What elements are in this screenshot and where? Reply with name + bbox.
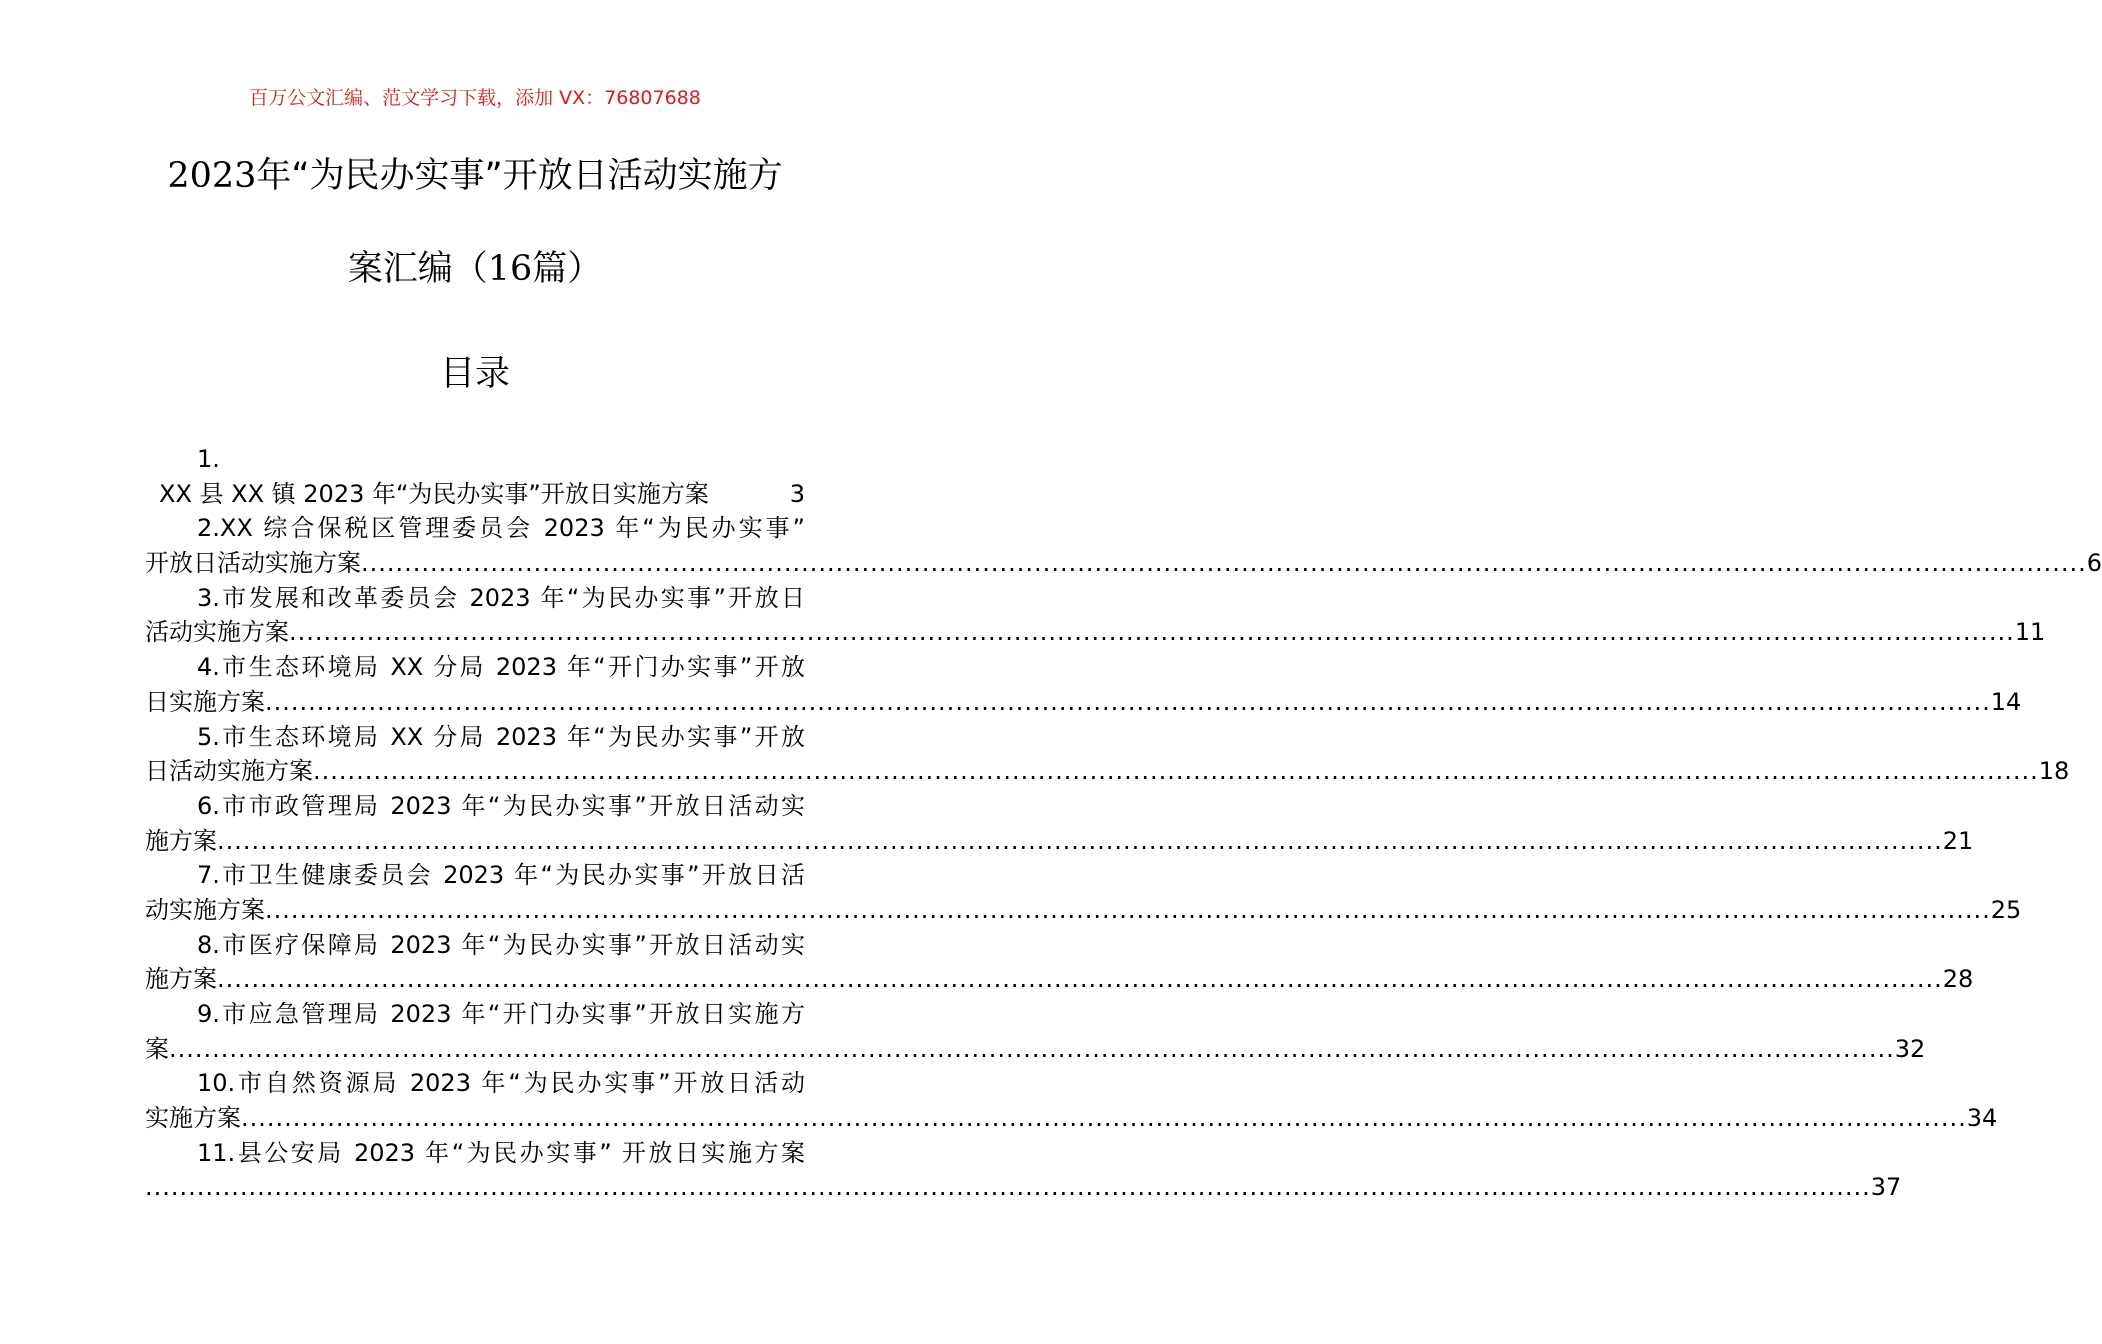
toc-page-number: 21 bbox=[1942, 826, 1974, 855]
title-count: 16 bbox=[487, 249, 533, 289]
toc-entry-1-line-2[interactable] bbox=[145, 477, 805, 512]
table-of-contents bbox=[145, 442, 2102, 1205]
toc-entry-2-line-2[interactable] bbox=[145, 546, 2102, 581]
toc-page-number: 25 bbox=[1990, 895, 2022, 924]
toc-entry-1-line-1[interactable]: 1. bbox=[197, 445, 220, 473]
toc-page-number: 14 bbox=[1990, 687, 2022, 716]
toc-leader-dots: ........................................................................................................................................................................................................ bbox=[313, 757, 2039, 786]
toc-leader-dots: ........................................................................................................................................................................................................ bbox=[265, 895, 1991, 924]
toc-entry-title: 活动实施方案 bbox=[145, 618, 289, 647]
toc-page-number: 37 bbox=[1870, 1173, 1902, 1202]
toc-leader-dots: ........................................................................................................................................................................................................ bbox=[241, 1104, 1967, 1133]
toc-entry-2-line-1[interactable]: 2.XX 综合保税区管理委员会 2023 年“为民办实事” bbox=[197, 514, 805, 543]
title-line-2-text-a: 案汇编（ bbox=[347, 249, 488, 289]
toc-leader-dots: ........................................................................................................................................................................................................ bbox=[361, 549, 2087, 578]
toc-entry-11-line-2[interactable] bbox=[145, 1170, 1902, 1205]
toc-entry-8-line-2[interactable] bbox=[145, 962, 1974, 997]
title-line-1-text: 年“为民办实事”开放日活动实施方 bbox=[256, 156, 783, 196]
toc-entry-5-line-2[interactable] bbox=[145, 754, 2070, 789]
toc-page-number: 3 bbox=[789, 479, 805, 508]
toc-entry-4-line-1[interactable]: 4.市生态环境局 XX 分局 2023 年“开门办实事”开放 bbox=[197, 653, 805, 682]
toc-entry-3-line-1[interactable]: 3.市发展和改革委员会 2023 年“为民办实事”开放日 bbox=[197, 583, 805, 612]
toc-entry-9-line-2[interactable] bbox=[145, 1032, 1926, 1067]
toc-entry-title: 实施方案 bbox=[145, 1104, 241, 1133]
toc-leader-dots: ........................................................................................................................................................................................................ bbox=[217, 965, 1943, 994]
toc-entry-title: 日活动实施方案 bbox=[145, 757, 313, 786]
toc-entry-7-line-2[interactable] bbox=[145, 893, 2022, 928]
toc-leader-dots: ........................................................................................................................................................................................................ bbox=[145, 1173, 1871, 1202]
title-year: 2023 bbox=[167, 156, 257, 196]
toc-entry-10-line-2[interactable] bbox=[145, 1101, 1998, 1136]
title-line-2-text-b: 篇） bbox=[532, 249, 603, 289]
toc-entry-6-line-2[interactable] bbox=[145, 824, 1974, 859]
toc-page-number: 34 bbox=[1966, 1104, 1998, 1133]
toc-entry-7-line-1[interactable]: 7.市卫生健康委员会 2023 年“为民办实事”开放日活 bbox=[197, 861, 805, 890]
toc-entry-title: 日实施方案 bbox=[145, 687, 265, 716]
document-title-line-1 bbox=[60, 152, 890, 200]
toc-page-number: 18 bbox=[2038, 757, 2070, 786]
toc-entry-10-line-1[interactable]: 10.市自然资源局 2023 年“为民办实事”开放日活动 bbox=[197, 1069, 805, 1098]
toc-entry-8-line-1[interactable]: 8.市医疗保障局 2023 年“为民办实事”开放日活动实 bbox=[197, 930, 805, 959]
toc-entry-title: XX 县 XX 镇 2023 年“为民办实事”开放日实施方案 bbox=[159, 479, 709, 508]
toc-entry-4-line-2[interactable] bbox=[145, 685, 2022, 720]
toc-entry-title: 开放日活动实施方案 bbox=[145, 549, 361, 578]
toc-page-number: 11 bbox=[2014, 618, 2046, 647]
toc-entry-title: 施方案 bbox=[145, 826, 217, 855]
toc-page-number: 6 bbox=[2086, 549, 2102, 578]
toc-page-number: 32 bbox=[1894, 1034, 1926, 1063]
toc-entry-6-line-1[interactable]: 6.市市政管理局 2023 年“为民办实事”开放日活动实 bbox=[197, 791, 805, 820]
toc-leader-dots: ........................................................................................................................................................................................................ bbox=[169, 1034, 1895, 1063]
toc-heading: 目录 bbox=[439, 354, 510, 394]
document-title-line-2 bbox=[60, 245, 890, 293]
toc-entry-11-line-1[interactable]: 11.县公安局 2023 年“为民办实事” 开放日实施方案 bbox=[197, 1138, 805, 1167]
toc-leader-dots: ........................................................................................................................................................................................................ bbox=[217, 826, 1943, 855]
toc-leader-dots: ........................................................................................................................................................................................................ bbox=[289, 618, 2015, 647]
toc-entry-3-line-2[interactable] bbox=[145, 615, 2046, 650]
toc-entry-5-line-1[interactable]: 5.市生态环境局 XX 分局 2023 年“为民办实事”开放 bbox=[197, 722, 805, 751]
toc-entry-title: 案 bbox=[145, 1034, 169, 1063]
toc-page-number: 28 bbox=[1942, 965, 1974, 994]
toc-entry-title: 动实施方案 bbox=[145, 895, 265, 924]
watermark-banner: 百万公文汇编、范文学习下载，添加 VX：76807688 bbox=[249, 87, 701, 109]
toc-entry-title: 施方案 bbox=[145, 965, 217, 994]
toc-entry-9-line-1[interactable]: 9.市应急管理局 2023 年“开门办实事”开放日实施方 bbox=[197, 1000, 805, 1028]
toc-leader-dots: ........................................................................................................................................................................................................ bbox=[265, 687, 1991, 716]
